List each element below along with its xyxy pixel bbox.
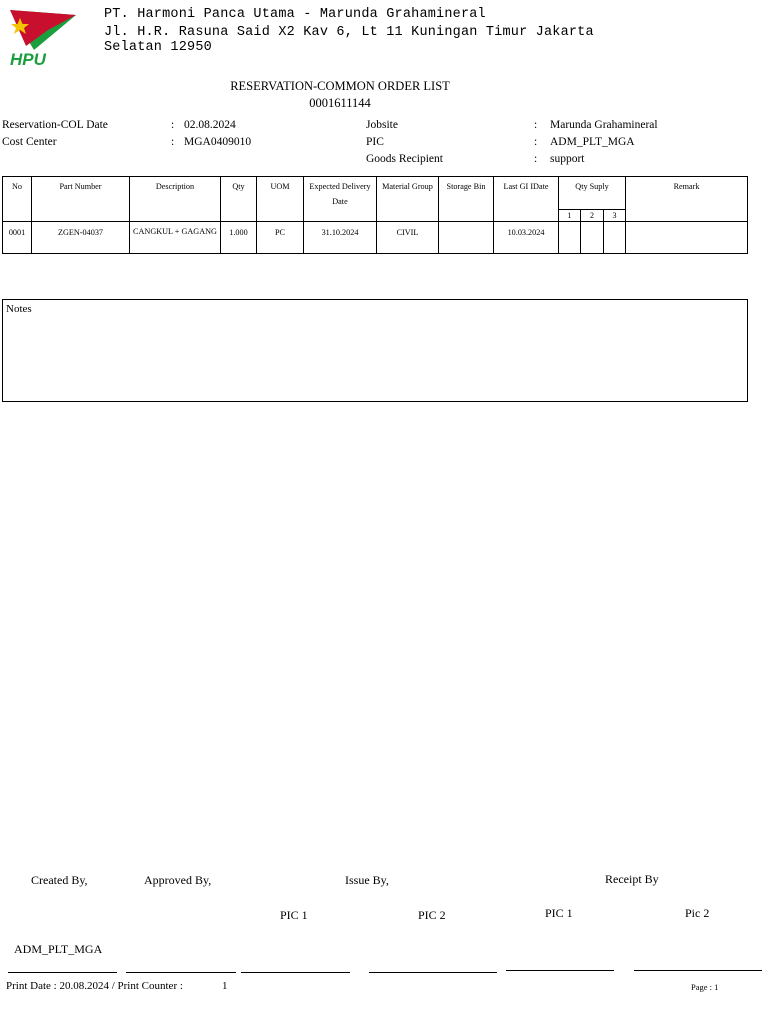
reservation-date-value: 02.08.2024 bbox=[184, 119, 236, 131]
cell-material-group: CIVIL bbox=[377, 222, 439, 254]
header-qty-supply-2: 2 bbox=[581, 210, 604, 222]
header-uom: UOM bbox=[257, 177, 304, 222]
header-no: No bbox=[3, 177, 32, 222]
signature-line-receipt-pic1 bbox=[506, 970, 614, 971]
jobsite-label: Jobsite bbox=[366, 119, 398, 131]
header-qty-supply: Qty Suply bbox=[559, 177, 626, 210]
notes-box bbox=[2, 299, 748, 402]
company-logo bbox=[6, 6, 80, 68]
header-qty-supply-1: 1 bbox=[559, 210, 581, 222]
receipt-by-label: Receipt By bbox=[605, 872, 659, 886]
cell-storage-bin bbox=[439, 222, 494, 254]
company-name: PT. Harmoni Panca Utama - Marunda Grahamineral bbox=[104, 7, 486, 22]
cell-no: 0001 bbox=[3, 222, 32, 254]
approved-by-label: Approved By, bbox=[144, 873, 212, 887]
creator-name: ADM_PLT_MGA bbox=[14, 942, 103, 956]
document-number: 0001611144 bbox=[309, 96, 371, 110]
header-part-number: Part Number bbox=[32, 177, 130, 222]
print-info: Print Date : 20.08.2024 / Print Counter : bbox=[6, 980, 183, 992]
header-description: Description bbox=[130, 177, 221, 222]
cell-remark bbox=[626, 222, 748, 254]
issue-by-label: Issue By, bbox=[345, 873, 389, 887]
goods-recipient-value: support bbox=[550, 153, 585, 165]
goods-recipient-label: Goods Recipient bbox=[366, 153, 443, 165]
issue-pic1-label: PIC 1 bbox=[280, 908, 308, 922]
header-material-group: Material Group bbox=[377, 177, 439, 222]
reservation-date-label: Reservation-COL Date bbox=[2, 119, 108, 131]
table-header-row bbox=[3, 177, 748, 210]
info-colon: : bbox=[534, 119, 538, 131]
info-colon: : bbox=[534, 153, 538, 165]
items-table bbox=[2, 176, 748, 254]
cell-uom: PC bbox=[257, 222, 304, 254]
cell-supply-1 bbox=[559, 222, 581, 254]
header-qty-supply-3: 3 bbox=[604, 210, 626, 222]
receipt-pic1-label: PIC 1 bbox=[545, 906, 573, 920]
cost-center-value: MGA0409010 bbox=[184, 136, 252, 148]
header-last-gi-date: Last GI IDate bbox=[494, 177, 559, 222]
created-by-label: Created By, bbox=[31, 873, 88, 887]
document-title: RESERVATION-COMMON ORDER LIST bbox=[230, 79, 450, 93]
print-counter: 1 bbox=[222, 980, 228, 992]
signature-line-created bbox=[8, 972, 117, 973]
header-storage-bin: Storage Bin bbox=[439, 177, 494, 222]
cell-supply-3 bbox=[604, 222, 626, 254]
info-colon: : bbox=[534, 136, 538, 148]
hpu-logo-icon bbox=[6, 6, 80, 68]
notes-label: Notes bbox=[6, 303, 32, 315]
page-number: Page : 1 bbox=[691, 982, 719, 992]
cell-qty: 1.000 bbox=[221, 222, 257, 254]
signature-line-approved bbox=[126, 972, 236, 973]
header-expected-delivery: Expected Delivery Date bbox=[304, 177, 377, 222]
cell-last-gi-date: 10.03.2024 bbox=[494, 222, 559, 254]
table-row bbox=[3, 222, 748, 254]
header-qty: Qty bbox=[221, 177, 257, 222]
cell-expected-delivery: 31.10.2024 bbox=[304, 222, 377, 254]
pic-value: ADM_PLT_MGA bbox=[550, 136, 635, 148]
issue-pic2-label: PIC 2 bbox=[418, 908, 446, 922]
receipt-pic2-label: Pic 2 bbox=[685, 906, 710, 920]
cell-description: CANGKUL + GAGANG bbox=[130, 222, 221, 254]
signature-line-issue-pic2 bbox=[369, 972, 497, 973]
pic-label: PIC bbox=[366, 136, 384, 148]
info-colon: : bbox=[171, 119, 175, 131]
logo-text: HPU bbox=[10, 50, 46, 68]
signature-line-receipt-pic2 bbox=[634, 970, 762, 971]
cost-center-label: Cost Center bbox=[2, 136, 57, 148]
info-colon: : bbox=[171, 136, 175, 148]
company-address-line2: Selatan 12950 bbox=[104, 40, 212, 55]
company-address-line1: Jl. H.R. Rasuna Said X2 Kav 6, Lt 11 Kuningan Timur Jakarta bbox=[104, 25, 594, 40]
header-remark: Remark bbox=[626, 177, 748, 222]
signature-line-issue-pic1 bbox=[241, 972, 350, 973]
jobsite-value: Marunda Grahamineral bbox=[550, 119, 658, 131]
cell-part-number: ZGEN-04037 bbox=[32, 222, 130, 254]
cell-supply-2 bbox=[581, 222, 604, 254]
